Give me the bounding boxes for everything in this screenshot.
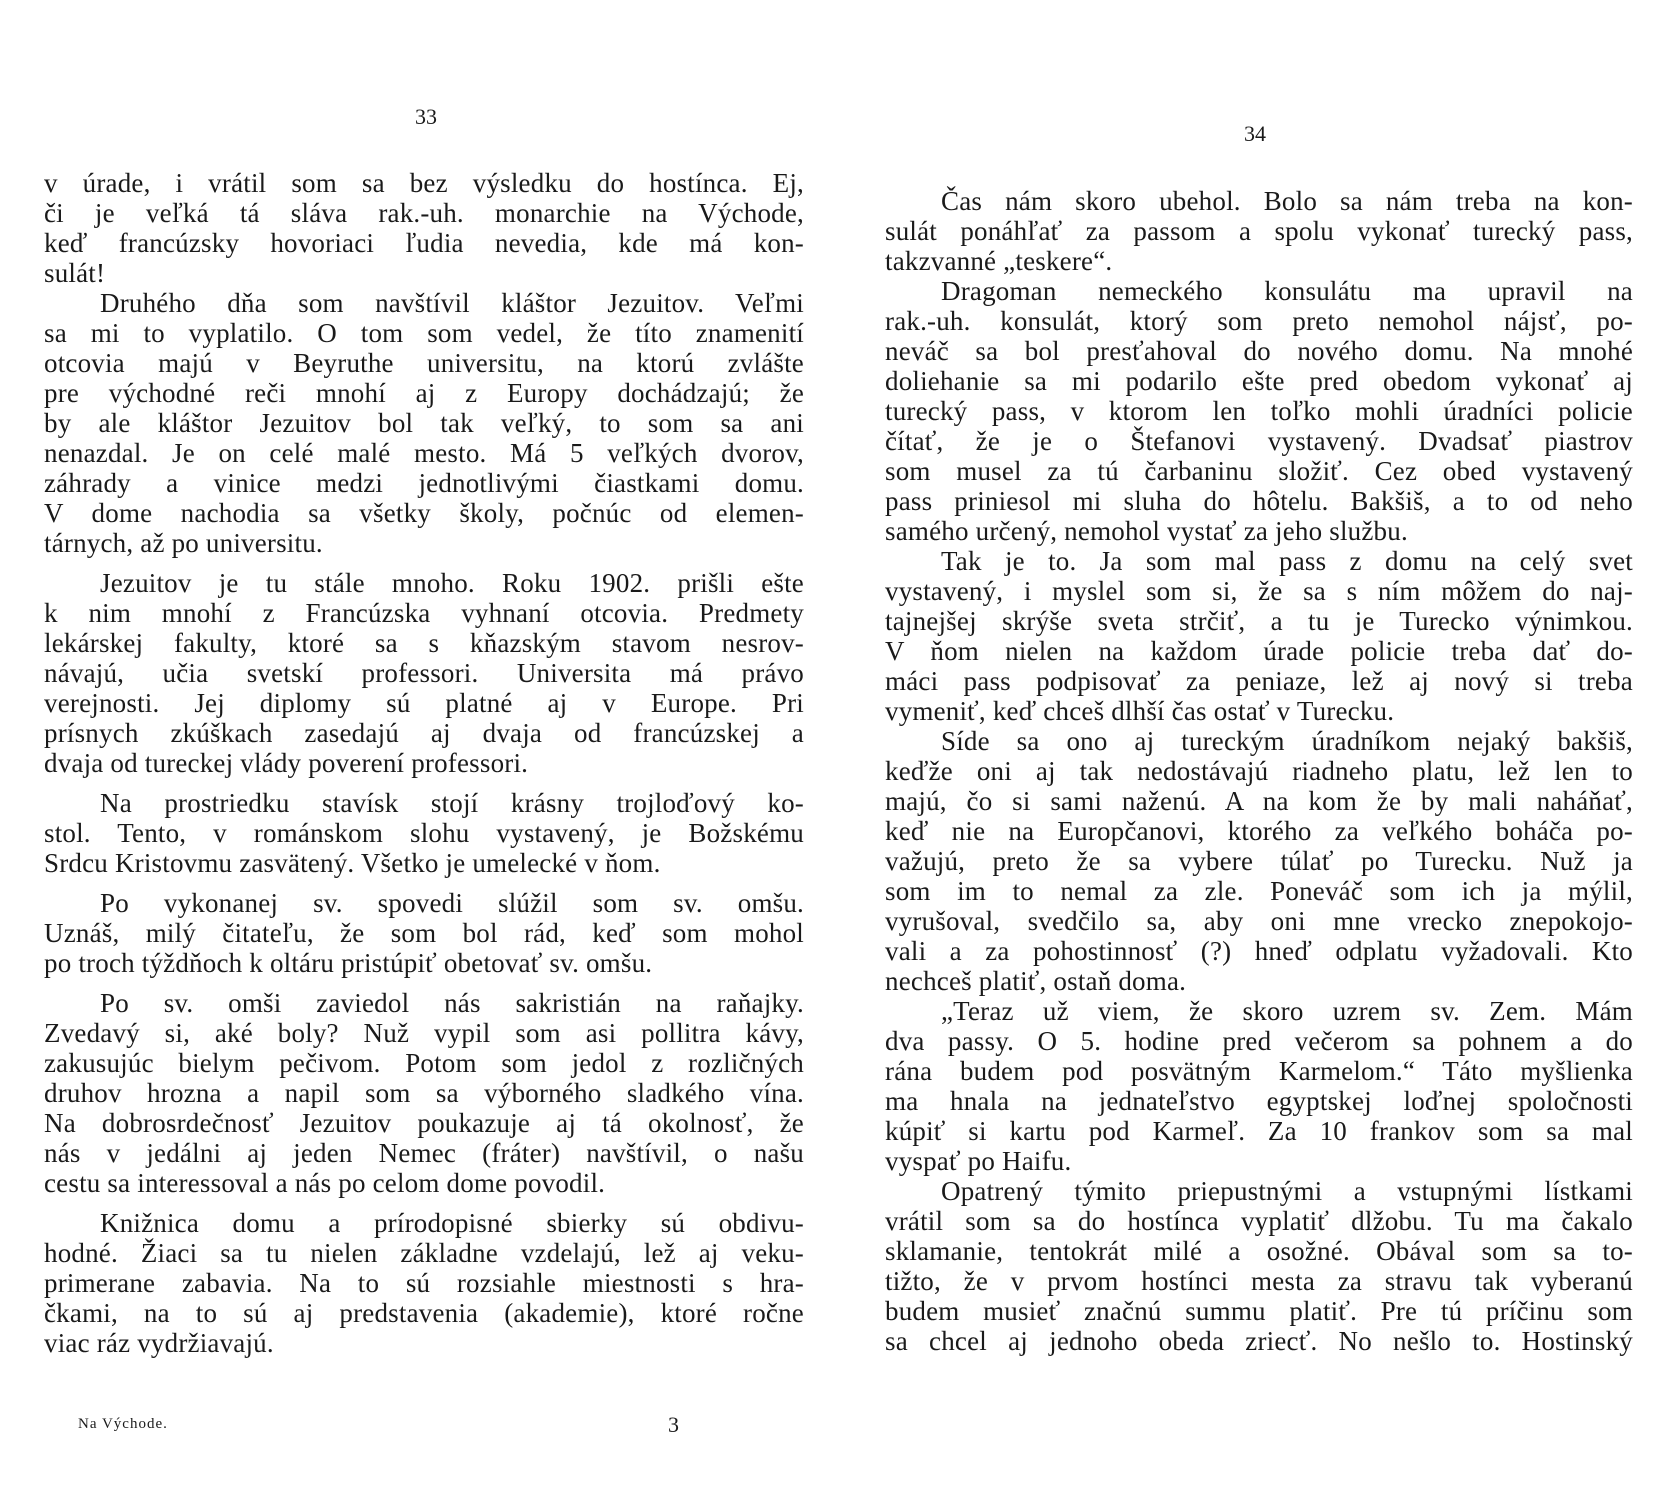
text-line: vystavený, i myslel som si, že sa s ním môžem do naj- <box>885 576 1633 606</box>
text-line: Na prostriedku stavísk stojí krásny trojloďový ko- <box>100 788 804 818</box>
text-line: Čas nám skoro ubehol. Bolo sa nám treba na kon- <box>941 186 1633 216</box>
text-line: prísnych zkúškach zasedajú aj dvaja od francúzskej a <box>44 718 804 748</box>
text-line: cestu sa interessoval a nás po celom dome povodil. <box>44 1168 606 1198</box>
text-line: čkami, na to sú aj predstavenia (akademie), ktoré ročne <box>44 1298 804 1328</box>
text-line: rak.-uh. konsulát, ktorý som preto nemohol nájsť, po- <box>885 306 1633 336</box>
text-line: sa chcel aj jednoho obeda zriecť. No nešlo to. Hostinský <box>885 1326 1633 1356</box>
text-line: tárnych, až po universitu. <box>44 528 323 558</box>
text-line: či je veľká tá sláva rak.-uh. monarchie na Východe, <box>44 198 804 228</box>
text-line: Knižnica domu a prírodopisné sbierky sú obdivu- <box>100 1208 804 1238</box>
text-line: vrátil som sa do hostínca vyplatiť dlžobu. Tu ma čakalo <box>885 1206 1633 1236</box>
text-line: Druhého dňa som navštívil kláštor Jezuitov. Veľmi <box>100 288 804 318</box>
text-line: V ňom nielen na každom úrade policie treba dať do- <box>885 636 1633 666</box>
page-number: 33 <box>415 104 437 129</box>
page-text <box>44 168 804 1358</box>
text-line: pass priniesol mi sluha do hôtelu. Bakšiš, a to od neho <box>885 486 1633 516</box>
text-line: po troch týždňoch k oltáru pristúpiť obetovať sv. omšu. <box>44 948 653 978</box>
text-line: primerane zabavia. Na to sú rozsiahle miestnosti s hra- <box>44 1268 804 1298</box>
text-line: sulát ponáhľať za passom a spolu vykonať turecký pass, <box>885 216 1633 246</box>
text-line: Jezuitov je tu stále mnoho. Roku 1902. prišli ešte <box>100 568 804 598</box>
text-line: majú, čo si sami naženú. A na kom že by mali naháňať, <box>885 786 1633 816</box>
text-line: Tak je to. Ja som mal pass z domu na celý svet <box>941 546 1633 576</box>
text-line: hodné. Žiaci sa tu nielen základne vzdelajú, lež aj veku- <box>44 1238 804 1268</box>
text-line: lekárskej fakulty, ktoré sa s kňazským stavom nesrov- <box>44 628 804 658</box>
text-line: k nim mnohí z Francúzska vyhnaní otcovia. Predmety <box>44 598 804 628</box>
text-line: zakusujúc bielym pečivom. Potom som jedol z rozličných <box>44 1048 804 1078</box>
text-line: som im to nemal za zle. Poneváč som ich ja mýlil, <box>885 876 1633 906</box>
text-line: V dome nachodia sa všetky školy, počnúc od elemen- <box>44 498 804 528</box>
text-line: doliehanie sa mi podarilo ešte pred obedom vykonať aj <box>885 366 1633 396</box>
text-line: Po sv. omši zaviedol nás sakristián na raňajky. <box>100 988 804 1018</box>
text-line: Zvedavý si, aké boly? Nuž vypil som asi pollitra kávy, <box>44 1018 804 1048</box>
text-line: ma hnala na jednateľstvo egyptskej loďnej spoločnosti <box>885 1086 1633 1116</box>
text-line: viac ráz vydržiavajú. <box>44 1328 274 1358</box>
text-line: sulát! <box>44 258 106 288</box>
text-line: pre východné reči mnohí aj z Europy dochádzajú; že <box>44 378 804 408</box>
text-line: keď francúzsky hovoriaci ľudia nevedia, kde má kon- <box>44 228 804 258</box>
text-line: vymeniť, keď chceš dlhší čas ostať v Turecku. <box>885 696 1395 726</box>
text-line: vyrušoval, svedčilo sa, aby oni mne vrecko znepokojo- <box>885 906 1633 936</box>
text-line: takzvanné „teskere“. <box>885 246 1113 276</box>
page-text <box>885 186 1633 1356</box>
text-line: by ale kláštor Jezuitov bol tak veľký, to som sa ani <box>44 408 804 438</box>
text-line: nás v jedálni aj jeden Nemec (fráter) navštívil, o našu <box>44 1138 804 1168</box>
text-line: dva passy. O 5. hodine pred večerom sa pohnem a do <box>885 1026 1633 1056</box>
text-line: som musel za tú čarbaninu složiť. Cez obed vystavený <box>885 456 1633 486</box>
text-line: budem musieť značnú summu platiť. Pre tú príčinu som <box>885 1296 1633 1326</box>
text-line: Na dobrosrdečnosť Jezuitov poukazuje aj tá okolnosť, že <box>44 1108 804 1138</box>
text-line: keďže oni aj tak nedostávajú riadneho platu, lež len to <box>885 756 1633 786</box>
text-line: čítať, že je o Štefanovi vystavený. Dvadsať piastrov <box>885 426 1633 456</box>
text-line: v úrade, i vrátil som sa bez výsledku do hostínca. Ej, <box>44 168 804 198</box>
text-line: máci pass podpisovať za peniaze, lež aj nový si treba <box>885 666 1633 696</box>
page-number: 34 <box>1244 121 1266 146</box>
text-line: turecký pass, v ktorom len toľko mohli úradníci policie <box>885 396 1633 426</box>
text-line: neváč sa bol presťahoval do nového domu. Na mnohé <box>885 336 1633 366</box>
text-line: otcovia majú v Beyruthe universitu, na ktorú zvlášte <box>44 348 804 378</box>
text-line: važujú, preto že sa vybere túlať po Turecku. Nuž ja <box>885 846 1633 876</box>
text-line: tajnejšej skrýše sveta strčiť, a tu je Turecko výnimkou. <box>885 606 1633 636</box>
text-line: nechceš platiť, ostaň doma. <box>885 966 1187 996</box>
text-line: vali a za pohostinnosť (?) hneď odplatu vyžadovali. Kto <box>885 936 1633 966</box>
text-line: Uznáš, milý čitateľu, že som bol rád, keď som mohol <box>44 918 804 948</box>
text-line: tižto, že v prvom hostínci mesta za stravu tak vyberanú <box>885 1266 1633 1296</box>
text-line: dvaja od tureckej vlády poverení professori. <box>44 748 529 778</box>
text-line: kúpiť si kartu pod Karmeľ. Za 10 frankov som sa mal <box>885 1116 1633 1146</box>
text-line: druhov hrozna a napil som sa výborného sladkého vína. <box>44 1078 804 1108</box>
text-line: keď nie na Europčanovi, ktorého za veľkého boháča po- <box>885 816 1633 846</box>
sheet-number: 3 <box>668 1412 679 1437</box>
text-line: „Teraz už viem, že skoro uzrem sv. Zem. Mám <box>941 996 1633 1026</box>
text-line: samého určený, nemohol vystať za jeho službu. <box>885 516 1408 546</box>
text-line: stol. Tento, v románskom slohu vystavený, je Božskému <box>44 818 804 848</box>
text-line: sklamanie, tentokrát milé a osožné. Obával som sa to- <box>885 1236 1633 1266</box>
text-line: Po vykonanej sv. spovedi slúžil som sv. omšu. <box>100 888 804 918</box>
footer-signature: Na Východe. <box>78 1416 168 1432</box>
text-line: rána budem pod posvätným Karmelom.“ Táto myšlienka <box>885 1056 1633 1086</box>
text-line: návajú, učia svetskí professori. Universita má právo <box>44 658 804 688</box>
text-line: sa mi to vyplatilo. O tom som vedel, že títo znamenití <box>44 318 804 348</box>
text-line: Dragoman nemeckého konsulátu ma upravil na <box>941 276 1633 306</box>
text-line: záhrady a vinice medzi jednotlivými čiastkami domu. <box>44 468 804 498</box>
text-line: verejnosti. Jej diplomy sú platné aj v Europe. Pri <box>44 688 804 718</box>
text-line: Opatrený týmito priepustnými a vstupnými lístkami <box>941 1176 1633 1206</box>
text-line: vyspať po Haifu. <box>885 1146 1072 1176</box>
text-line: Srdcu Kristovmu zasvätený. Všetko je umelecké v ňom. <box>44 848 661 878</box>
text-line: Síde sa ono aj tureckým úradníkom nejaký bakšiš, <box>941 726 1633 756</box>
text-line: nenazdal. Je on celé malé mesto. Má 5 veľkých dvorov, <box>44 438 804 468</box>
